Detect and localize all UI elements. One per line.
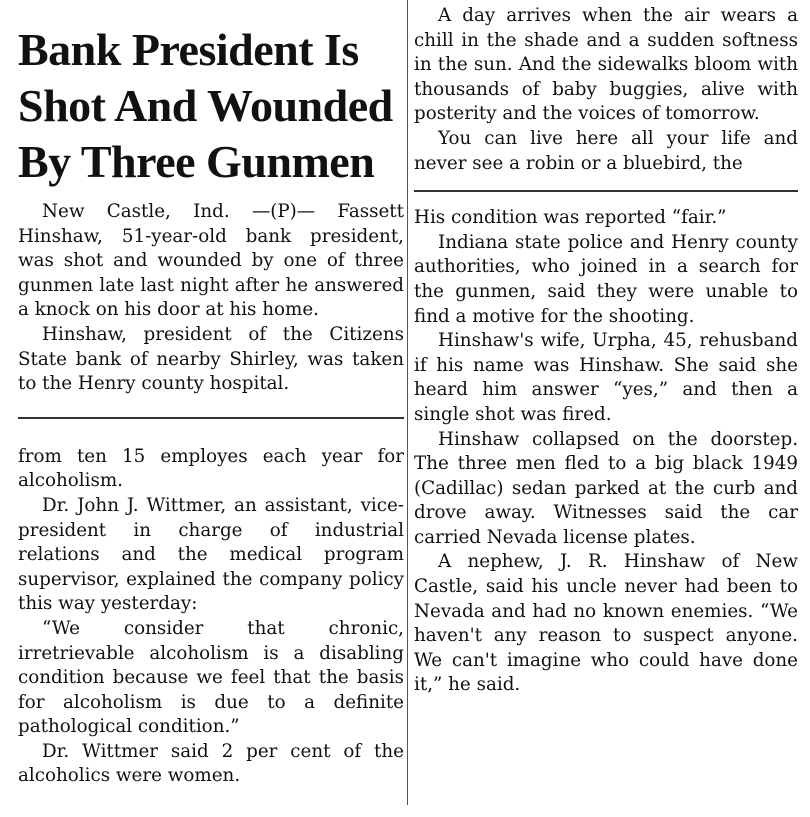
continued-paragraph-5: A nephew, J. R. Hinshaw of New Castle, said his uncle never had been to Nevada and had no known enemies. “We haven't any reason to suspect anyone. We can't imagine who could have done it,” he said. bbox=[414, 551, 798, 696]
left-column bbox=[18, 0, 404, 789]
bank-story bbox=[18, 200, 404, 397]
continued-paragraph-4: Hinshaw collapsed on the doorstep. The three men fled to a big black 1949 (Cadillac) sedan parked at the curb and drove away. Witnesses said the car carried Nevada license plates. bbox=[414, 428, 798, 548]
headline-line-1: Bank President Is bbox=[18, 24, 359, 75]
section-rule-right bbox=[414, 190, 798, 192]
bank-story-continued bbox=[414, 206, 798, 698]
alcoholism-story-paragraph-1: from ten 15 employes each year for alcoholism. bbox=[18, 445, 404, 492]
section-rule bbox=[18, 417, 404, 419]
spring-story-paragraph-2: You can live here all your life and never see a robin or a bluebird, the bbox=[414, 127, 798, 174]
continued-paragraph-1: His condition was reported “fair.” bbox=[414, 207, 727, 229]
headline-line-2: Shot And Wounded bbox=[18, 80, 393, 131]
bank-story-paragraph-2: Hinshaw, president of the Citizens State bank of nearby Shirley, was taken to the Henry county hospital. bbox=[18, 323, 404, 395]
continued-paragraph-3: Hinshaw's wife, Urpha, 45, rehusband if his name was Hinshaw. She said she heard him answer “yes,” and then a single shot was fired. bbox=[414, 330, 798, 425]
headline-line-3: By Three Gunmen bbox=[18, 136, 375, 187]
alcoholism-story-paragraph-2: Dr. John J. Wittmer, an assistant, vice-president in charge of industrial relations and the medical program supervisor, explained the company policy this way yesterday: bbox=[18, 494, 404, 615]
continued-paragraph-2: Indiana state police and Henry county authorities, who joined in a search for the gunmen, said they were unable to find a motive for the shooting. bbox=[414, 231, 798, 327]
bank-story-paragraph-1-text: Fassett Hinshaw, 51-year-old bank president, was shot and wounded by one of three gunmen late last night after he answered a knock on his door at his home. bbox=[18, 201, 404, 321]
right-column bbox=[414, 0, 798, 698]
spring-story bbox=[414, 4, 798, 176]
alcoholism-story-paragraph-3: “We consider that chronic, irretrievable alcoholism is a disabling condition because we feel that the basis for alcoholism is due to a definite pathological condition.” bbox=[18, 617, 404, 738]
spring-story-paragraph-1: A day arrives when the air wears a chill in the shade and a sudden softness in the sun. And the sidewalks bloom with thousands of baby buggies, alive with posterity and the voices of tomorrow. bbox=[414, 5, 798, 125]
alcoholism-story-paragraph-4: Dr. Wittmer said 2 per cent of the alcoholics were women. bbox=[18, 740, 404, 787]
bank-story-paragraph-1 bbox=[18, 200, 404, 323]
headline bbox=[18, 22, 404, 190]
column-divider bbox=[407, 0, 408, 805]
dateline: New Castle, Ind. —(P)— bbox=[42, 201, 316, 222]
alcoholism-story bbox=[18, 445, 404, 789]
